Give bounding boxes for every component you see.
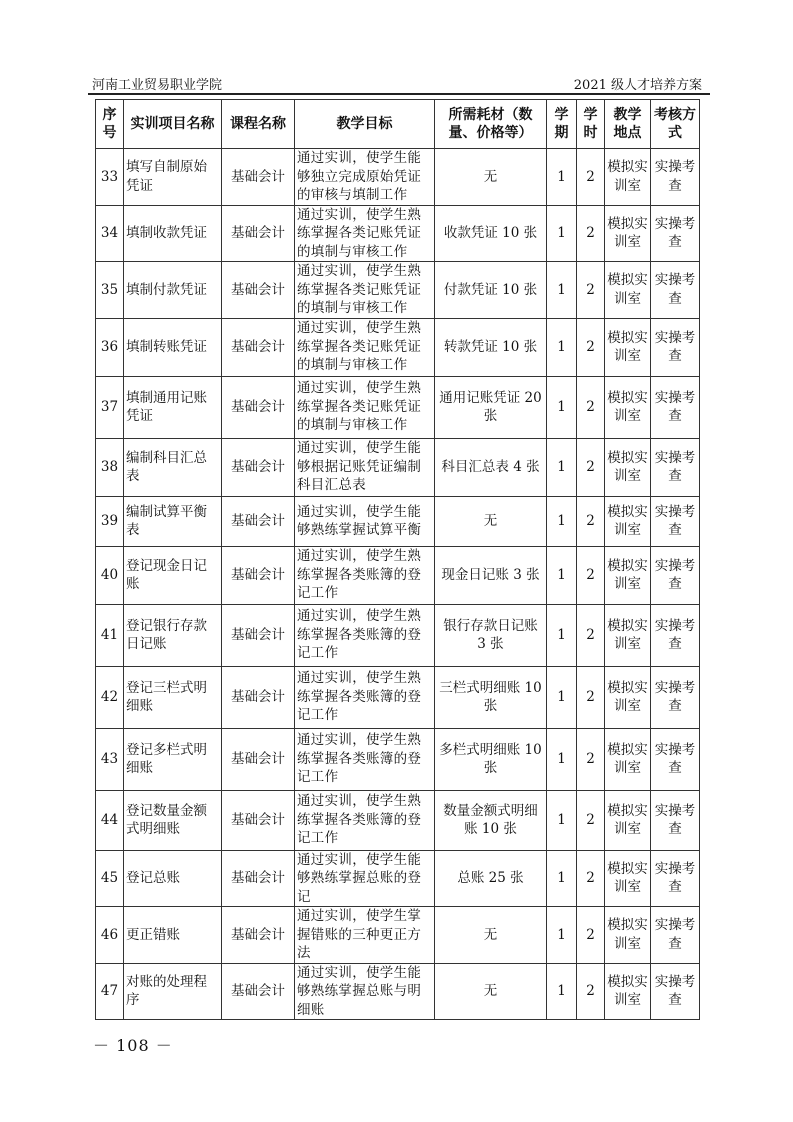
teaching-location: 模拟实训室	[605, 907, 651, 964]
required-materials: 总账 25 张	[435, 850, 547, 907]
row-number: 44	[96, 790, 124, 850]
teaching-location: 模拟实训室	[605, 496, 651, 546]
required-materials: 通用记账凭证 20 张	[435, 376, 547, 438]
training-project-name: 填制转账凭证	[124, 318, 222, 376]
hours: 2	[577, 318, 605, 376]
teaching-goal: 通过实训，使学生能够熟练掌握总账与明细账	[295, 963, 435, 1020]
course-name: 基础会计	[222, 666, 295, 728]
term: 1	[547, 604, 577, 666]
training-project-name: 更正错账	[124, 907, 222, 964]
col-header-goal: 教学目标	[295, 100, 435, 149]
teaching-goal: 通过实训，使学生掌握错账的三种更正方法	[295, 907, 435, 964]
col-header-term: 学期	[547, 100, 577, 149]
assessment-method: 实操考查	[651, 728, 700, 790]
training-project-name: 对账的处理程序	[124, 963, 222, 1020]
hours: 2	[577, 205, 605, 262]
term: 1	[547, 728, 577, 790]
teaching-goal: 通过实训，使学生熟练掌握各类记账凭证的填制与审核工作	[295, 262, 435, 319]
training-project-name: 登记三栏式明细账	[124, 666, 222, 728]
course-name: 基础会计	[222, 149, 295, 206]
course-name: 基础会计	[222, 262, 295, 319]
col-header-name: 实训项目名称	[124, 100, 222, 149]
assessment-method: 实操考查	[651, 963, 700, 1020]
course-name: 基础会计	[222, 850, 295, 907]
table-row	[96, 438, 700, 496]
course-name: 基础会计	[222, 728, 295, 790]
term: 1	[547, 907, 577, 964]
course-name: 基础会计	[222, 546, 295, 604]
table-header-row	[96, 100, 700, 149]
course-name: 基础会计	[222, 376, 295, 438]
hours: 2	[577, 850, 605, 907]
row-number: 33	[96, 149, 124, 206]
header-divider	[88, 93, 710, 95]
term: 1	[547, 149, 577, 206]
training-project-name: 填写自制原始凭证	[124, 149, 222, 206]
term: 1	[547, 963, 577, 1020]
table-row	[96, 728, 700, 790]
teaching-goal: 通过实训，使学生熟练掌握各类记账凭证的填制与审核工作	[295, 376, 435, 438]
assessment-method: 实操考查	[651, 546, 700, 604]
hours: 2	[577, 262, 605, 319]
row-number: 46	[96, 907, 124, 964]
teaching-location: 模拟实训室	[605, 262, 651, 319]
teaching-goal: 通过实训，使学生能够独立完成原始凭证的审核与填制工作	[295, 149, 435, 206]
training-project-name: 编制科目汇总表	[124, 438, 222, 496]
teaching-location: 模拟实训室	[605, 604, 651, 666]
teaching-location: 模拟实训室	[605, 318, 651, 376]
assessment-method: 实操考查	[651, 604, 700, 666]
term: 1	[547, 546, 577, 604]
table-row	[96, 262, 700, 319]
col-header-course: 课程名称	[222, 100, 295, 149]
table-row	[96, 666, 700, 728]
required-materials: 三栏式明细账 10 张	[435, 666, 547, 728]
teaching-location: 模拟实训室	[605, 728, 651, 790]
teaching-goal: 通过实训，使学生熟练掌握各类账簿的登记工作	[295, 666, 435, 728]
row-number: 37	[96, 376, 124, 438]
row-number: 47	[96, 963, 124, 1020]
required-materials: 转款凭证 10 张	[435, 318, 547, 376]
term: 1	[547, 205, 577, 262]
training-project-name: 登记数量金额式明细账	[124, 790, 222, 850]
assessment-method: 实操考查	[651, 376, 700, 438]
table-row	[96, 604, 700, 666]
row-number: 39	[96, 496, 124, 546]
required-materials: 付款凭证 10 张	[435, 262, 547, 319]
training-project-name: 填制通用记账凭证	[124, 376, 222, 438]
hours: 2	[577, 149, 605, 206]
teaching-goal: 通过实训，使学生能够熟练掌握总账的登记	[295, 850, 435, 907]
page-number: － 108 －	[93, 1036, 173, 1055]
row-number: 43	[96, 728, 124, 790]
col-header-place: 教学地点	[605, 100, 651, 149]
teaching-location: 模拟实训室	[605, 850, 651, 907]
assessment-method: 实操考查	[651, 907, 700, 964]
table-row	[96, 496, 700, 546]
hours: 2	[577, 496, 605, 546]
plan-title: 2021 级人才培养方案	[573, 78, 702, 93]
training-project-name: 登记总账	[124, 850, 222, 907]
assessment-method: 实操考查	[651, 205, 700, 262]
course-name: 基础会计	[222, 438, 295, 496]
assessment-method: 实操考查	[651, 850, 700, 907]
assessment-method: 实操考查	[651, 666, 700, 728]
term: 1	[547, 438, 577, 496]
col-header-exam: 考核方式	[651, 100, 700, 149]
hours: 2	[577, 666, 605, 728]
teaching-location: 模拟实训室	[605, 666, 651, 728]
required-materials: 多栏式明细账 10 张	[435, 728, 547, 790]
teaching-goal: 通过实训，使学生能够熟练掌握试算平衡	[295, 496, 435, 546]
teaching-goal: 通过实训，使学生熟练掌握各类账簿的登记工作	[295, 790, 435, 850]
row-number: 45	[96, 850, 124, 907]
term: 1	[547, 318, 577, 376]
table-row	[96, 318, 700, 376]
row-number: 35	[96, 262, 124, 319]
training-project-name: 登记银行存款日记账	[124, 604, 222, 666]
teaching-location: 模拟实训室	[605, 963, 651, 1020]
training-project-name: 登记现金日记账	[124, 546, 222, 604]
table-row	[96, 963, 700, 1020]
course-name: 基础会计	[222, 496, 295, 546]
table-row	[96, 149, 700, 206]
term: 1	[547, 850, 577, 907]
training-project-name: 登记多栏式明细账	[124, 728, 222, 790]
hours: 2	[577, 907, 605, 964]
col-header-material: 所需耗材（数量、价格等）	[435, 100, 547, 149]
teaching-goal: 通过实训，使学生能够根据记账凭证编制科目汇总表	[295, 438, 435, 496]
required-materials: 收款凭证 10 张	[435, 205, 547, 262]
hours: 2	[577, 376, 605, 438]
page-header	[88, 70, 708, 93]
training-project-name: 编制试算平衡表	[124, 496, 222, 546]
required-materials: 现金日记账 3 张	[435, 546, 547, 604]
required-materials: 无	[435, 907, 547, 964]
table-row	[96, 376, 700, 438]
term: 1	[547, 666, 577, 728]
course-name: 基础会计	[222, 963, 295, 1020]
table-row	[96, 907, 700, 964]
teaching-location: 模拟实训室	[605, 205, 651, 262]
training-project-name: 填制付款凭证	[124, 262, 222, 319]
assessment-method: 实操考查	[651, 790, 700, 850]
hours: 2	[577, 546, 605, 604]
row-number: 36	[96, 318, 124, 376]
table-row	[96, 205, 700, 262]
required-materials: 银行存款日记账 3 张	[435, 604, 547, 666]
table-row	[96, 790, 700, 850]
table-row	[96, 546, 700, 604]
teaching-location: 模拟实训室	[605, 790, 651, 850]
course-name: 基础会计	[222, 790, 295, 850]
col-header-no: 序号	[96, 100, 124, 149]
assessment-method: 实操考查	[651, 496, 700, 546]
assessment-method: 实操考查	[651, 149, 700, 206]
teaching-goal: 通过实训，使学生熟练掌握各类账簿的登记工作	[295, 546, 435, 604]
row-number: 38	[96, 438, 124, 496]
row-number: 42	[96, 666, 124, 728]
school-name: 河南工业贸易职业学院	[92, 78, 223, 93]
term: 1	[547, 376, 577, 438]
course-name: 基础会计	[222, 318, 295, 376]
course-name: 基础会计	[222, 205, 295, 262]
required-materials: 无	[435, 496, 547, 546]
course-name: 基础会计	[222, 907, 295, 964]
required-materials: 无	[435, 963, 547, 1020]
table-row	[96, 850, 700, 907]
required-materials: 科目汇总表 4 张	[435, 438, 547, 496]
hours: 2	[577, 790, 605, 850]
assessment-method: 实操考查	[651, 262, 700, 319]
teaching-goal: 通过实训，使学生熟练掌握各类账簿的登记工作	[295, 604, 435, 666]
assessment-method: 实操考查	[651, 438, 700, 496]
required-materials: 数量金额式明细账 10 张	[435, 790, 547, 850]
hours: 2	[577, 728, 605, 790]
term: 1	[547, 790, 577, 850]
teaching-location: 模拟实训室	[605, 438, 651, 496]
hours: 2	[577, 963, 605, 1020]
training-project-name: 填制收款凭证	[124, 205, 222, 262]
teaching-goal: 通过实训，使学生熟练掌握各类账簿的登记工作	[295, 728, 435, 790]
teaching-location: 模拟实训室	[605, 149, 651, 206]
teaching-goal: 通过实训，使学生熟练掌握各类记账凭证的填制与审核工作	[295, 205, 435, 262]
teaching-location: 模拟实训室	[605, 376, 651, 438]
row-number: 34	[96, 205, 124, 262]
hours: 2	[577, 604, 605, 666]
row-number: 40	[96, 546, 124, 604]
term: 1	[547, 262, 577, 319]
hours: 2	[577, 438, 605, 496]
col-header-hours: 学时	[577, 100, 605, 149]
term: 1	[547, 496, 577, 546]
course-name: 基础会计	[222, 604, 295, 666]
teaching-location: 模拟实训室	[605, 546, 651, 604]
required-materials: 无	[435, 149, 547, 206]
teaching-goal: 通过实训，使学生熟练掌握各类记账凭证的填制与审核工作	[295, 318, 435, 376]
assessment-method: 实操考查	[651, 318, 700, 376]
row-number: 41	[96, 604, 124, 666]
training-table	[95, 99, 700, 1020]
